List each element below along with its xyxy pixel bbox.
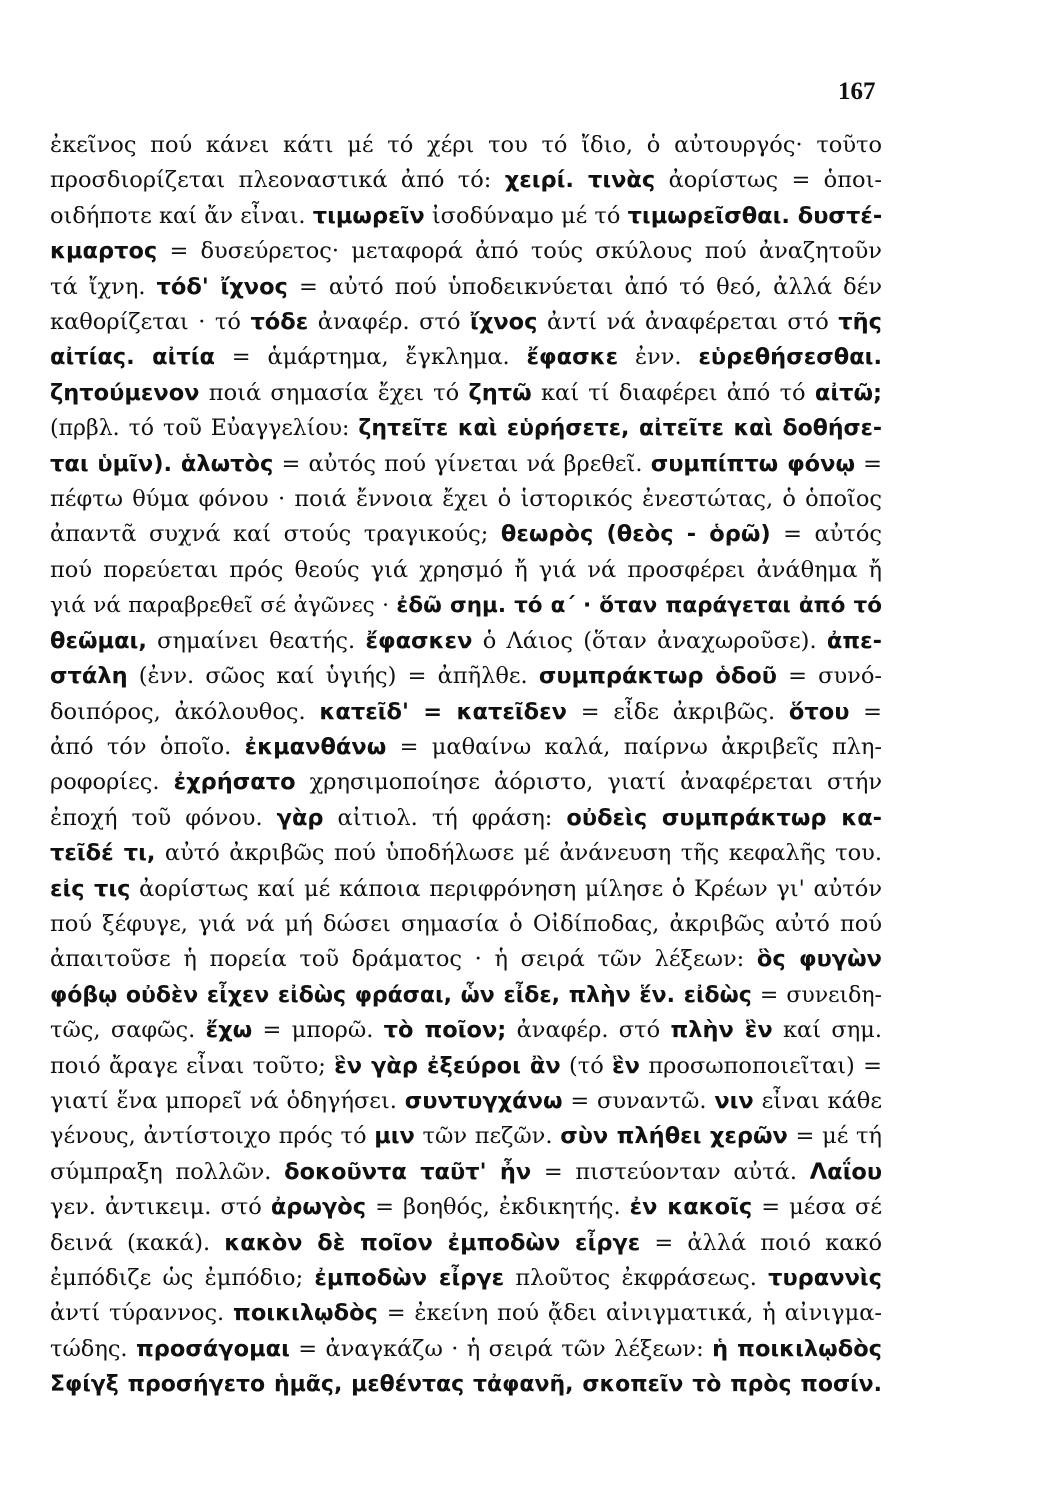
plain-text: ὁ Λάιος (ὅταν ἀναχωροῦσε). — [472, 627, 827, 654]
bold-lemma: εὑρεθήσεσθαι. — [698, 344, 882, 371]
text-line — [50, 872, 882, 907]
plain-text: αὐτό ἀκριβῶς πού ὑποδήλωσε μέ ἀνάνευση τῆς κεφαλῆς του. — [155, 840, 882, 867]
bold-lemma: ἀρωγὸς — [270, 1194, 367, 1221]
text-line — [50, 517, 882, 552]
text-line — [50, 1013, 882, 1048]
bold-lemma: ἔφασκε — [526, 344, 619, 371]
plain-text: ἀναφέρ. στό — [506, 1017, 671, 1044]
plain-text: = συνειδη- — [751, 982, 882, 1008]
plain-text: ἐνν. — [618, 344, 699, 371]
bold-lemma: ζητῶ — [468, 379, 532, 406]
bold-lemma: συμπίπτω φόνῳ — [650, 450, 856, 477]
bold-lemma: αἰτῶ; — [814, 379, 882, 406]
page-number: 167 — [838, 78, 876, 105]
plain-text: ροφορίες. — [50, 769, 174, 796]
plain-text: ἀντί τύραννος. — [50, 1300, 234, 1327]
plain-text: ἀντί νά ἀναφέρεται στό — [537, 309, 839, 336]
text-line — [50, 1261, 882, 1296]
plain-text: = αὐτός — [770, 521, 882, 548]
plain-text: γεν. ἀντικειμ. στό — [50, 1194, 271, 1221]
bold-lemma: ἐχρήσατο — [173, 769, 296, 796]
bold-lemma: προσάγομαι — [135, 1335, 290, 1362]
plain-text: (τό — [560, 1052, 613, 1079]
bold-lemma: ἔφασκεν — [365, 627, 473, 654]
plain-text: προσδιορίζεται πλεοναστικά ἀπό τό: — [50, 167, 505, 194]
plain-text: (πρβλ. τό τοῦ Εὐαγγελίου: — [50, 416, 359, 442]
text-line — [50, 942, 882, 977]
plain-text: τῶν πεζῶν. — [414, 1123, 561, 1150]
plain-text: = συνό- — [776, 663, 882, 690]
text-line — [50, 1049, 882, 1084]
bold-lemma: δοκοῦντα ταῦτ' ἦν — [284, 1158, 532, 1185]
commentary-text — [50, 128, 882, 1403]
plain-text: ἀπαντᾶ συχνά καί στούς τραγικούς; — [50, 521, 501, 548]
plain-text: τά ἴχνη. — [50, 273, 157, 300]
plain-text: = δυσεύρετος· μεταφορά ἀπό τούς σκύλους πού ἀναζητοῦν — [157, 238, 882, 265]
plain-text: σύμπραξη πολλῶν. — [50, 1158, 285, 1185]
plain-text: ἀπαιτοῦσε ἡ πορεία τοῦ δράματος · ἡ σειρά τῶν λέξεων: — [50, 946, 757, 973]
plain-text: = αὐτό πού ὑποδεικνύεται ἀπό τό θεό, ἀλλά δέν — [287, 273, 882, 300]
bold-lemma: τιμωρεῖν — [312, 202, 425, 229]
plain-text: αἰτιολ. τή φράση: — [323, 804, 567, 831]
bold-lemma: τόδ' ἴχνος — [156, 273, 288, 300]
plain-text: δοιπόρος, ἀκόλουθος. — [50, 698, 320, 725]
bold-lemma: γὰρ — [276, 804, 324, 831]
plain-text: ἐκεῖνος πού κάνει κάτι μέ τό χέρι του τό ἴδιο, ὁ αὐτουργός· τοῦτο — [50, 132, 882, 158]
plain-text: προσωποποιεῖται) = — [640, 1052, 882, 1079]
text-line — [50, 659, 882, 694]
bold-lemma: ἐν κακοῖς — [629, 1194, 753, 1221]
text-line — [50, 907, 882, 942]
bold-lemma: χειρί. τινὰς — [504, 167, 656, 194]
bold-lemma: θεωρὸς (θεὸς - ὁρῶ) — [500, 521, 771, 548]
text-line — [50, 765, 882, 800]
plain-text: ποιό ἄραγε εἶναι τοῦτο; — [50, 1052, 335, 1079]
bold-lemma: πλὴν ἓν — [670, 1017, 773, 1044]
bold-lemma: ἐμποδὼν εἶργε — [314, 1265, 505, 1291]
bold-lemma: ἡ ποικιλῳδὸς — [712, 1335, 882, 1362]
bold-lemma: ἐδῶ σημ. τό α΄ · ὅταν παράγεται ἀπό τό — [396, 593, 882, 619]
bold-lemma: ζητεῖτε καὶ εὑρήσετε, αἰτεῖτε καὶ δοθήσε- — [358, 416, 882, 442]
bold-lemma: ἐκμανθάνω — [244, 733, 387, 760]
bold-lemma: σὺν πλήθει χερῶν — [560, 1123, 788, 1150]
bold-lemma: μιν — [374, 1123, 415, 1150]
plain-text: γένους, ἀντίστοιχο πρός τό — [50, 1123, 375, 1150]
plain-text: καθορίζεται · τό — [50, 309, 251, 336]
text-line — [50, 1296, 882, 1331]
bold-lemma: ποικιλῳδὸς — [233, 1300, 378, 1327]
text-line — [50, 1084, 882, 1119]
text-line — [50, 163, 882, 198]
plain-text: οιδήποτε καί ἄν εἶναι. — [50, 202, 313, 229]
text-line — [50, 588, 882, 623]
plain-text: πλοῦτος ἐκφράσεως. — [504, 1265, 769, 1291]
bold-lemma: ἴχνος — [470, 309, 538, 336]
plain-text: = συναντῶ. — [562, 1087, 715, 1114]
bold-lemma: νιν — [714, 1087, 754, 1114]
plain-text: = ἀναγκάζω · ἡ σειρά τῶν λέξεων: — [289, 1335, 713, 1362]
text-line — [50, 978, 882, 1013]
plain-text: = εἶδε ἀκριβῶς. — [566, 698, 789, 725]
plain-text: = ἐκείνη πού ᾄδει αἰνιγματικά, ἡ αἰνιγμα- — [377, 1300, 882, 1327]
text-line — [50, 270, 882, 305]
bold-lemma: συμπράκτωρ ὁδοῦ — [538, 663, 777, 690]
bold-lemma: τόδε — [250, 309, 309, 336]
bold-lemma: κατεῖδ' = κατεῖδεν — [319, 698, 567, 725]
plain-text: γιατί ἕνα μπορεῖ νά ὁδηγήσει. — [50, 1087, 405, 1114]
text-line — [50, 1332, 882, 1367]
text-line — [50, 624, 882, 659]
plain-text: ἀορίστως = ὁποι- — [655, 167, 882, 194]
bold-lemma: κακὸν δὲ ποῖον ἐμποδὼν εἶργε — [224, 1229, 641, 1256]
text-line — [50, 234, 882, 269]
bold-lemma: εἰς τις — [50, 875, 131, 902]
text-line — [50, 482, 882, 517]
bold-lemma: στάλη — [50, 663, 128, 690]
plain-text: τῶς, σαφῶς. — [50, 1017, 206, 1044]
text-line — [50, 1190, 882, 1225]
text-line — [50, 836, 882, 871]
bold-lemma: ἓν γὰρ ἐξεύροι ἂν — [334, 1052, 561, 1079]
plain-text: = βοηθός, ἐκδικητής. — [366, 1194, 630, 1221]
text-line — [50, 1155, 882, 1190]
text-line — [50, 305, 882, 340]
plain-text: = μπορῶ. — [252, 1017, 384, 1044]
bold-lemma: τεῖδέ τι, — [50, 840, 156, 867]
plain-text: = ἁμάρτημα, ἔγκλημα. — [215, 344, 527, 371]
plain-text: = — [855, 450, 882, 477]
text-line — [50, 376, 882, 411]
plain-text: ἀορίστως καί μέ κάποια περιφρόνηση μίλησε ὁ Κρέων γι' αὐτόν — [130, 875, 882, 902]
text-line — [50, 730, 882, 765]
bold-lemma: φόβῳ οὐδὲν εἶχεν εἰδὼς φράσαι, ὧν εἶδε, πλὴν ἕν. εἰδὼς — [50, 982, 752, 1008]
plain-text: χρησιμοποίησε ἀόριστο, γιατί ἀναφέρεται στήν — [295, 769, 882, 796]
bold-lemma: οὐδεὶς συμπράκτωρ κα- — [566, 804, 882, 831]
plain-text: ἀναφέρ. στό — [308, 309, 471, 336]
plain-text: ἐποχή τοῦ φόνου. — [50, 804, 277, 831]
bold-lemma: ται ὑμῖν). ἁλωτὸς — [50, 450, 274, 477]
plain-text: σημαίνει θεατής. — [146, 627, 366, 654]
plain-text: ἰσοδύναμο μέ τό — [424, 202, 628, 229]
bold-lemma: ζητούμενον — [50, 379, 200, 406]
plain-text: γιά νά παραβρεθεῖ σέ ἀγῶνες · — [50, 593, 397, 619]
bold-lemma: ὃς φυγὼν — [756, 946, 882, 973]
bold-lemma: Λαΐου — [809, 1158, 882, 1185]
plain-text: ποιά σημασία ἔχει τό — [199, 379, 469, 406]
plain-text: εἶναι κάθε — [753, 1087, 882, 1114]
text-line — [50, 1226, 882, 1261]
bold-lemma: τιμωρεῖσθαι. δυστέ- — [627, 202, 882, 229]
bold-lemma: θεῶμαι, — [50, 627, 147, 654]
bold-lemma: ἔχω — [205, 1017, 253, 1044]
text-line — [50, 340, 882, 375]
plain-text: καί τί διαφέρει ἀπό τό — [531, 379, 815, 406]
plain-text: = πιστεύονταν αὐτά. — [531, 1158, 810, 1185]
text-line — [50, 447, 882, 482]
bold-lemma: τῆς — [838, 309, 882, 336]
plain-text: (ἐνν. σῶος καί ὑγιής) = ἀπῆλθε. — [127, 663, 539, 690]
plain-text: = μέσα σέ — [752, 1194, 882, 1221]
bold-lemma: αἰτίας. αἰτία — [50, 344, 215, 371]
bold-lemma: τυραννὶς — [768, 1265, 882, 1291]
text-line — [50, 695, 882, 730]
bold-lemma: ὅτου — [788, 698, 850, 725]
text-line — [50, 801, 882, 836]
plain-text: = μέ τή — [787, 1123, 882, 1150]
plain-text: τώδης. — [50, 1335, 136, 1362]
plain-text: καί σημ. — [772, 1017, 882, 1044]
bold-lemma: Σφίγξ προσήγετο ἡμᾶς, μεθέντας τἀφανῆ, σκοπεῖν τὸ πρὸς ποσίν. — [50, 1372, 882, 1398]
bold-lemma: ἓν — [612, 1052, 641, 1079]
plain-text: πού πορεύεται πρός θεούς γιά χρησμό ἤ γιά νά προσφέρει ἀνάθημα ἤ — [50, 556, 882, 583]
bold-lemma: τὸ ποῖον; — [383, 1017, 507, 1044]
plain-text: ἀπό τόν ὁποῖο. — [50, 733, 245, 760]
bold-lemma: ἀπε- — [826, 627, 882, 654]
plain-text: πέφτω θύμα φόνου · ποιά ἔννοια ἔχει ὁ ἱστορικός ἐνεστώτας, ὁ ὁποῖος — [50, 486, 882, 513]
text-line — [50, 1367, 882, 1402]
plain-text: ἐμπόδιζε ὡς ἐμπόδιο; — [50, 1265, 315, 1291]
plain-text: = μαθαίνω καλά, παίρνω ἀκριβεῖς πλη- — [386, 733, 882, 760]
text-line — [50, 411, 882, 446]
plain-text: = — [849, 698, 882, 725]
plain-text: πού ξέφυγε, γιά νά μή δώσει σημασία ὁ Οἰδίποδας, ἀκριβῶς αὐτό πού — [50, 910, 882, 937]
plain-text: = αὐτός πού γίνεται νά βρεθεῖ. — [273, 450, 651, 477]
bold-lemma: κμαρτος — [50, 238, 158, 265]
text-line — [50, 199, 882, 234]
text-line — [50, 553, 882, 588]
plain-text: = ἀλλά ποιό κακό — [640, 1229, 882, 1256]
bold-lemma: συντυγχάνω — [404, 1087, 563, 1114]
plain-text: δεινά (κακά). — [50, 1229, 225, 1256]
text-line — [50, 128, 882, 163]
text-line — [50, 1119, 882, 1154]
